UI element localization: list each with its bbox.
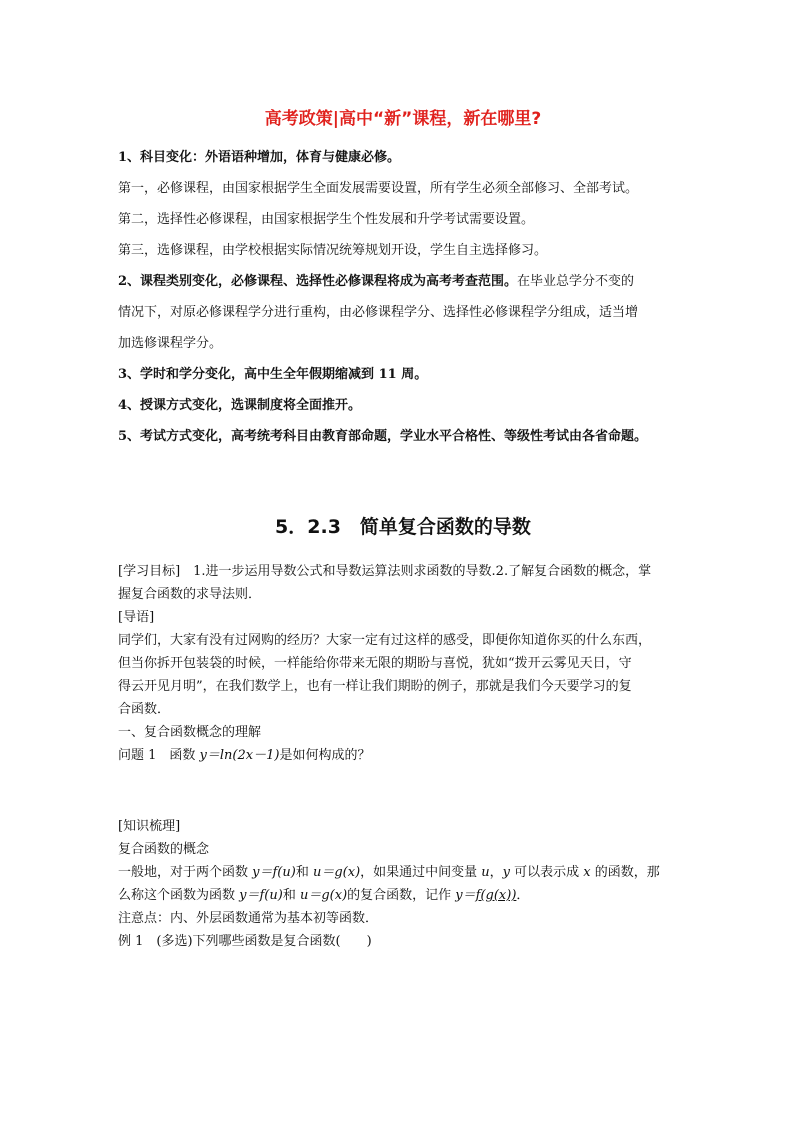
def-text: 的复合函数，记作 [347,888,456,903]
def-text: 么称这个函数为函数 [118,888,240,903]
concept-title: 复合函数的概念 [118,842,210,857]
def-math-underlined: f(g(x)) [475,888,517,903]
policy-item-5: 5、考试方式变化，高考统考科目由教育部命题，学业水平合格性、等级性考试由各省命题。 [118,429,648,444]
answer-space [118,767,688,815]
policy-item-1: 1、科目变化：外语语种增加，体育与健康必修。 [118,150,401,165]
def-math: x [583,865,591,880]
def-text: 一般地，对于两个函数 [118,865,253,880]
def-text: 和 [295,865,313,880]
policy-title: 高考政策|高中“新”课程，新在哪里? [264,109,542,129]
section-heading-1: 一、复合函数概念的理解 [118,725,262,740]
def-math: y＝f(u) [239,888,283,903]
lesson-section [118,511,688,953]
policy-item-3: 3、学时和学分变化，高中生全年假期缩减到 11 周。 [118,367,428,382]
learning-goal-line-1: [学习目标] 1.进一步运用导数公式和导数运算法则求函数的导数.2.了解复合函数的概念，掌 [118,564,652,579]
def-math: y＝f(u) [252,865,296,880]
def-text: 可以表示成 [510,865,584,880]
policy-section [118,104,688,452]
note-line: 注意点：内、外层函数通常为基本初等函数． [118,911,379,926]
intro-line-2: 但当你拆开包装袋的时候，一样能给你带来无限的期盼与喜悦，犹如“拨开云雾见天日，守 [118,656,632,671]
def-math: u [481,865,490,880]
def-text: ， [489,865,503,880]
def-text: 和 [282,888,300,903]
question-1 [118,744,688,767]
policy-item-2-cont-2: 加选修课程学分。 [118,336,223,351]
def-math: u＝g(x) [312,865,361,880]
policy-line-3: 第三，选修课程，由学校根据实际情况统筹规划开设，学生自主选择修习。 [118,243,548,258]
intro-line-3: 得云开见月明”，在我们数学上，也有一样让我们期盼的例子，那就是我们今天要学习的复 [118,679,632,694]
policy-item-2-cont-1: 情况下，对原必修课程学分进行重构，由必修课程学分、选择性必修课程学分组成，适当增 [118,305,639,320]
def-text: 的函数，那 [590,865,660,880]
question-1-suffix: 是如何构成的？ [279,748,371,763]
intro-line-1: 同学们，大家有没有过网购的经历？大家一定有过这样的感受，即便你知道你买的什么东西， [118,633,652,648]
policy-line-2: 第二，选择性必修课程，由国家根据学生个性发展和升学考试需要设置。 [118,212,535,227]
def-math: y＝ [455,888,476,903]
definition-line-1 [118,861,688,884]
knowledge-heading: [知识梳理] [118,819,181,834]
intro-line-4: 合函数． [118,702,171,717]
policy-item-4: 4、授课方式变化，选课制度将全面推开。 [118,398,362,413]
question-1-prefix: 问题 1 函数 [118,748,200,763]
def-math: u＝g(x) [299,888,348,903]
def-math: y [502,865,511,880]
question-1-formula: y＝ln(2x－1) [199,748,280,763]
example-1: 例 1 (多选)下列哪些函数是复合函数( ) [118,934,372,949]
policy-item-2-bold: 2、课程类别变化，必修课程、选择性必修课程将成为高考考查范围。 [118,274,518,289]
def-text: ． [516,888,530,903]
intro-heading: [导语] [118,610,155,625]
policy-item-2 [118,266,688,297]
definition-line-2 [118,884,688,907]
lesson-title: 5．2.3 简单复合函数的导数 [275,516,531,538]
policy-item-2-rest: 在毕业总学分不变的 [517,274,635,289]
learning-goal-line-2: 握复合函数的求导法则． [118,587,262,602]
def-text: ，如果通过中间变量 [360,865,482,880]
policy-line-1: 第一，必修课程，由国家根据学生全面发展需要设置，所有学生必须全部修习、全部考试。 [118,181,639,196]
